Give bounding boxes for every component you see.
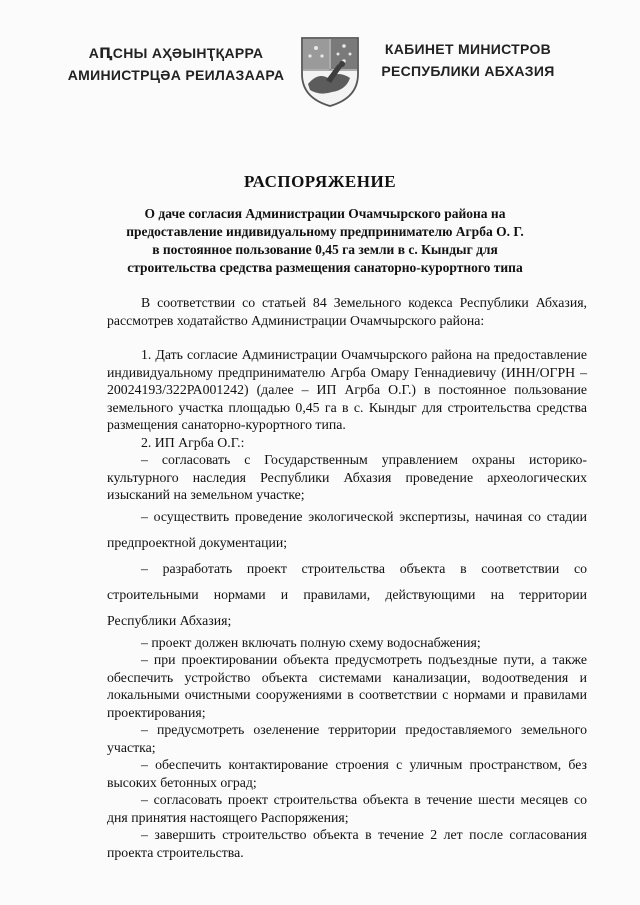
document-subject xyxy=(110,205,540,277)
subitem-water-supply: – проект должен включать полную схему водоснабжения; xyxy=(141,634,481,650)
subject-line: предоставление индивидуальному предпринимателю Агрба О. Г. xyxy=(126,224,524,239)
org-name-abkhaz xyxy=(66,42,286,86)
subitem-street-contact: – обеспечить контактирование строения с уличным пространством, без высоких бетонных оград; xyxy=(107,757,587,790)
org-name-abkhaz-line1: АԤСНЫ АҲӘЫНҬҚАРРА xyxy=(88,45,264,61)
subitem-approval-deadline: – согласовать проект строительства объекта в течение шести месяцев со дня принятия настоящего Распоряжения; xyxy=(107,792,587,825)
org-name-russian-line2: РЕСПУБЛИКИ АБХАЗИЯ xyxy=(381,63,555,79)
org-name-russian-line1: КАБИНЕТ МИНИСТРОВ xyxy=(384,41,552,57)
subject-line: в постоянное пользование 0,45 га земли в с. Кындыг для xyxy=(152,242,498,257)
document-body xyxy=(107,294,587,861)
item-2-heading: 2. ИП Агрба О.Г.: xyxy=(141,434,245,450)
subitem-archaeology: – согласовать с Государственным управлением охраны историко-культурного наследия Республики Абхазия проведение археологических изысканий на земельном участке; xyxy=(107,452,587,502)
subitem-access-roads: – при проектировании объекта предусмотреть подъездные пути, а также обеспечить устройство объекта системами канализации, водоотведения и локальными очистными сооружениями в соответствии с нормами и правилами проектирования; xyxy=(107,652,587,720)
org-name-abkhaz-line2: АМИНИСТРЦӘА РЕИЛАЗААРА xyxy=(67,67,285,83)
document-title: РАСПОРЯЖЕНИЕ xyxy=(243,172,397,191)
subitem-construction-deadline: – завершить строительство объекта в течение 2 лет после согласования проекта строительства. xyxy=(107,827,587,860)
org-name-russian xyxy=(368,38,568,82)
subject-line: О даче согласия Администрации Очамчырского района на xyxy=(144,206,506,221)
subitem-greenery: – предусмотреть озеленение территории предоставляемого земельного участка; xyxy=(107,722,587,755)
preamble-paragraph: В соответствии со статьей 84 Земельного кодекса Республики Абхазия, рассмотрев ходатайство Администрации Очамчырского района: xyxy=(107,295,587,328)
letterhead xyxy=(0,30,640,110)
item-1-paragraph: 1. Дать согласие Администрации Очамчырского района на предоставление индивидуальному предпринимателю Агрба Омару Геннадиевичу (ИНН/ОГРН – 20024193/322РА001242) (далее – ИП Агрба О.Г.) в постоянное пользование земельного участка площадью 0,45 га в с. Кындыг для строительства средства размещения санаторно-курортного типа. xyxy=(107,347,587,432)
coat-of-arms-emblem xyxy=(298,34,362,108)
subitem-ecology: – осуществить проведение экологической экспертизы, начиная со стадии предпроектной документации; xyxy=(107,508,587,550)
subject-line: строительства средства размещения санаторно-курортного типа xyxy=(127,260,523,275)
subitem-project: – разработать проект строительства объекта в соответствии со строительными нормами и правилами, действующими на территории Республики Абхазия; xyxy=(107,560,587,628)
